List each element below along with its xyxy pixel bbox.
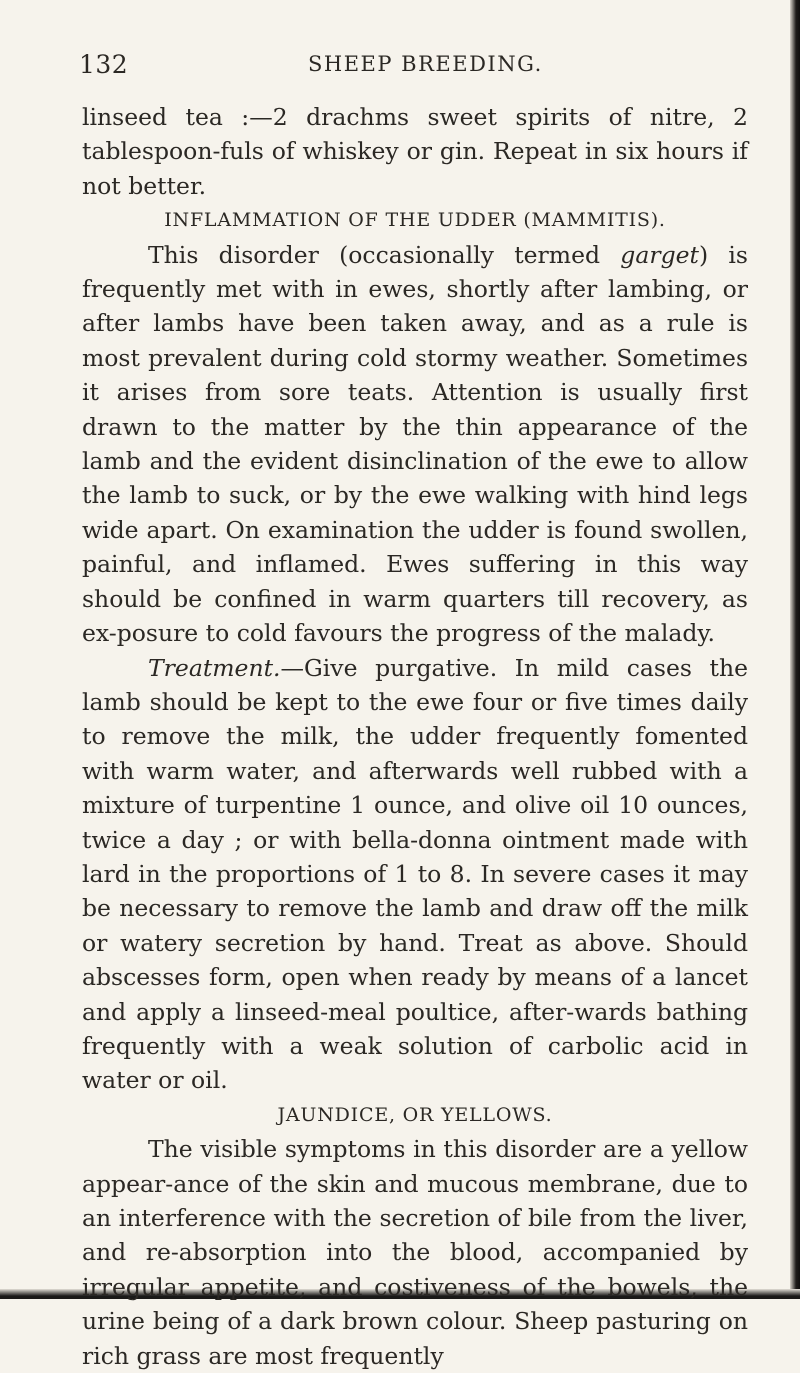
- paragraph-treatment: [82, 651, 748, 1098]
- paragraph-disorder: [82, 238, 748, 651]
- heading-inflammation: INFLAMMATION OF THE UDDER (MAMMITIS).: [164, 209, 666, 232]
- page-header: [79, 50, 747, 82]
- disorder-text-before: This disorder (occasionally termed: [148, 240, 621, 269]
- treatment-text: —Give purgative. In mild cases the lamb should be kept to the ewe four or five times daily to remove the milk, the udder frequently fomented with warm water, and afterwards well rubbed with a mixture of turpentine 1 ounce, and olive oil 10 ounces, twice a day ; or with bella-donna ointment made with lard in the proportions of 1 to 8. In severe cases it may be necessary to remove the lamb and draw off the milk or watery secretion by hand. Treat as above. Should abscesses form, open when ready by means of a lancet and apply a linseed-meal poultice, after-wards bathing frequently with a weak solution of carbolic acid in water or oil.: [82, 653, 748, 1095]
- page-edge-shadow: [790, 0, 800, 1299]
- paragraph-jaundice: The visible symptoms in this disorder are a yellow appear-ance of the skin and mucous membrane, due to an interference with the secretion of bile from the liver, and re-absorption into the blood, accompanied by irregular appetite, and costiveness of the bowels, the urine being of a dark brown colour. Sheep pasturing on rich grass are most frequently: [82, 1135, 748, 1370]
- running-title: SHEEP BREEDING.: [308, 52, 543, 76]
- treatment-label: Treatment.: [148, 653, 281, 682]
- disorder-term-garget: garget: [620, 240, 699, 269]
- page-number: 132: [79, 50, 129, 79]
- body-text: [82, 100, 748, 1373]
- disorder-text-after: ) is frequently met with in ewes, shortly after lambing, or after lambs have been taken away, and as a rule is most prevalent during cold stormy weather. Sometimes it arises from sore teats. Attention is usually first drawn to the matter by the thin appearance of the lamb and the evident disinclination of the ewe to allow the lamb to suck, or by the ewe walking with hind legs wide apart. On examination the udder is found swollen, painful, and inflamed. Ewes suffering in this way should be confined in warm quarters till recovery, as ex-posure to cold favours the progress of the malady.: [82, 240, 748, 648]
- heading-jaundice: JAUNDICE, OR YELLOWS.: [277, 1103, 553, 1126]
- paragraph-linseed: linseed tea :—2 drachms sweet spirits of nitre, 2 tablespoon-fuls of whiskey or gin. Repeat in six hours if not better.: [82, 103, 748, 200]
